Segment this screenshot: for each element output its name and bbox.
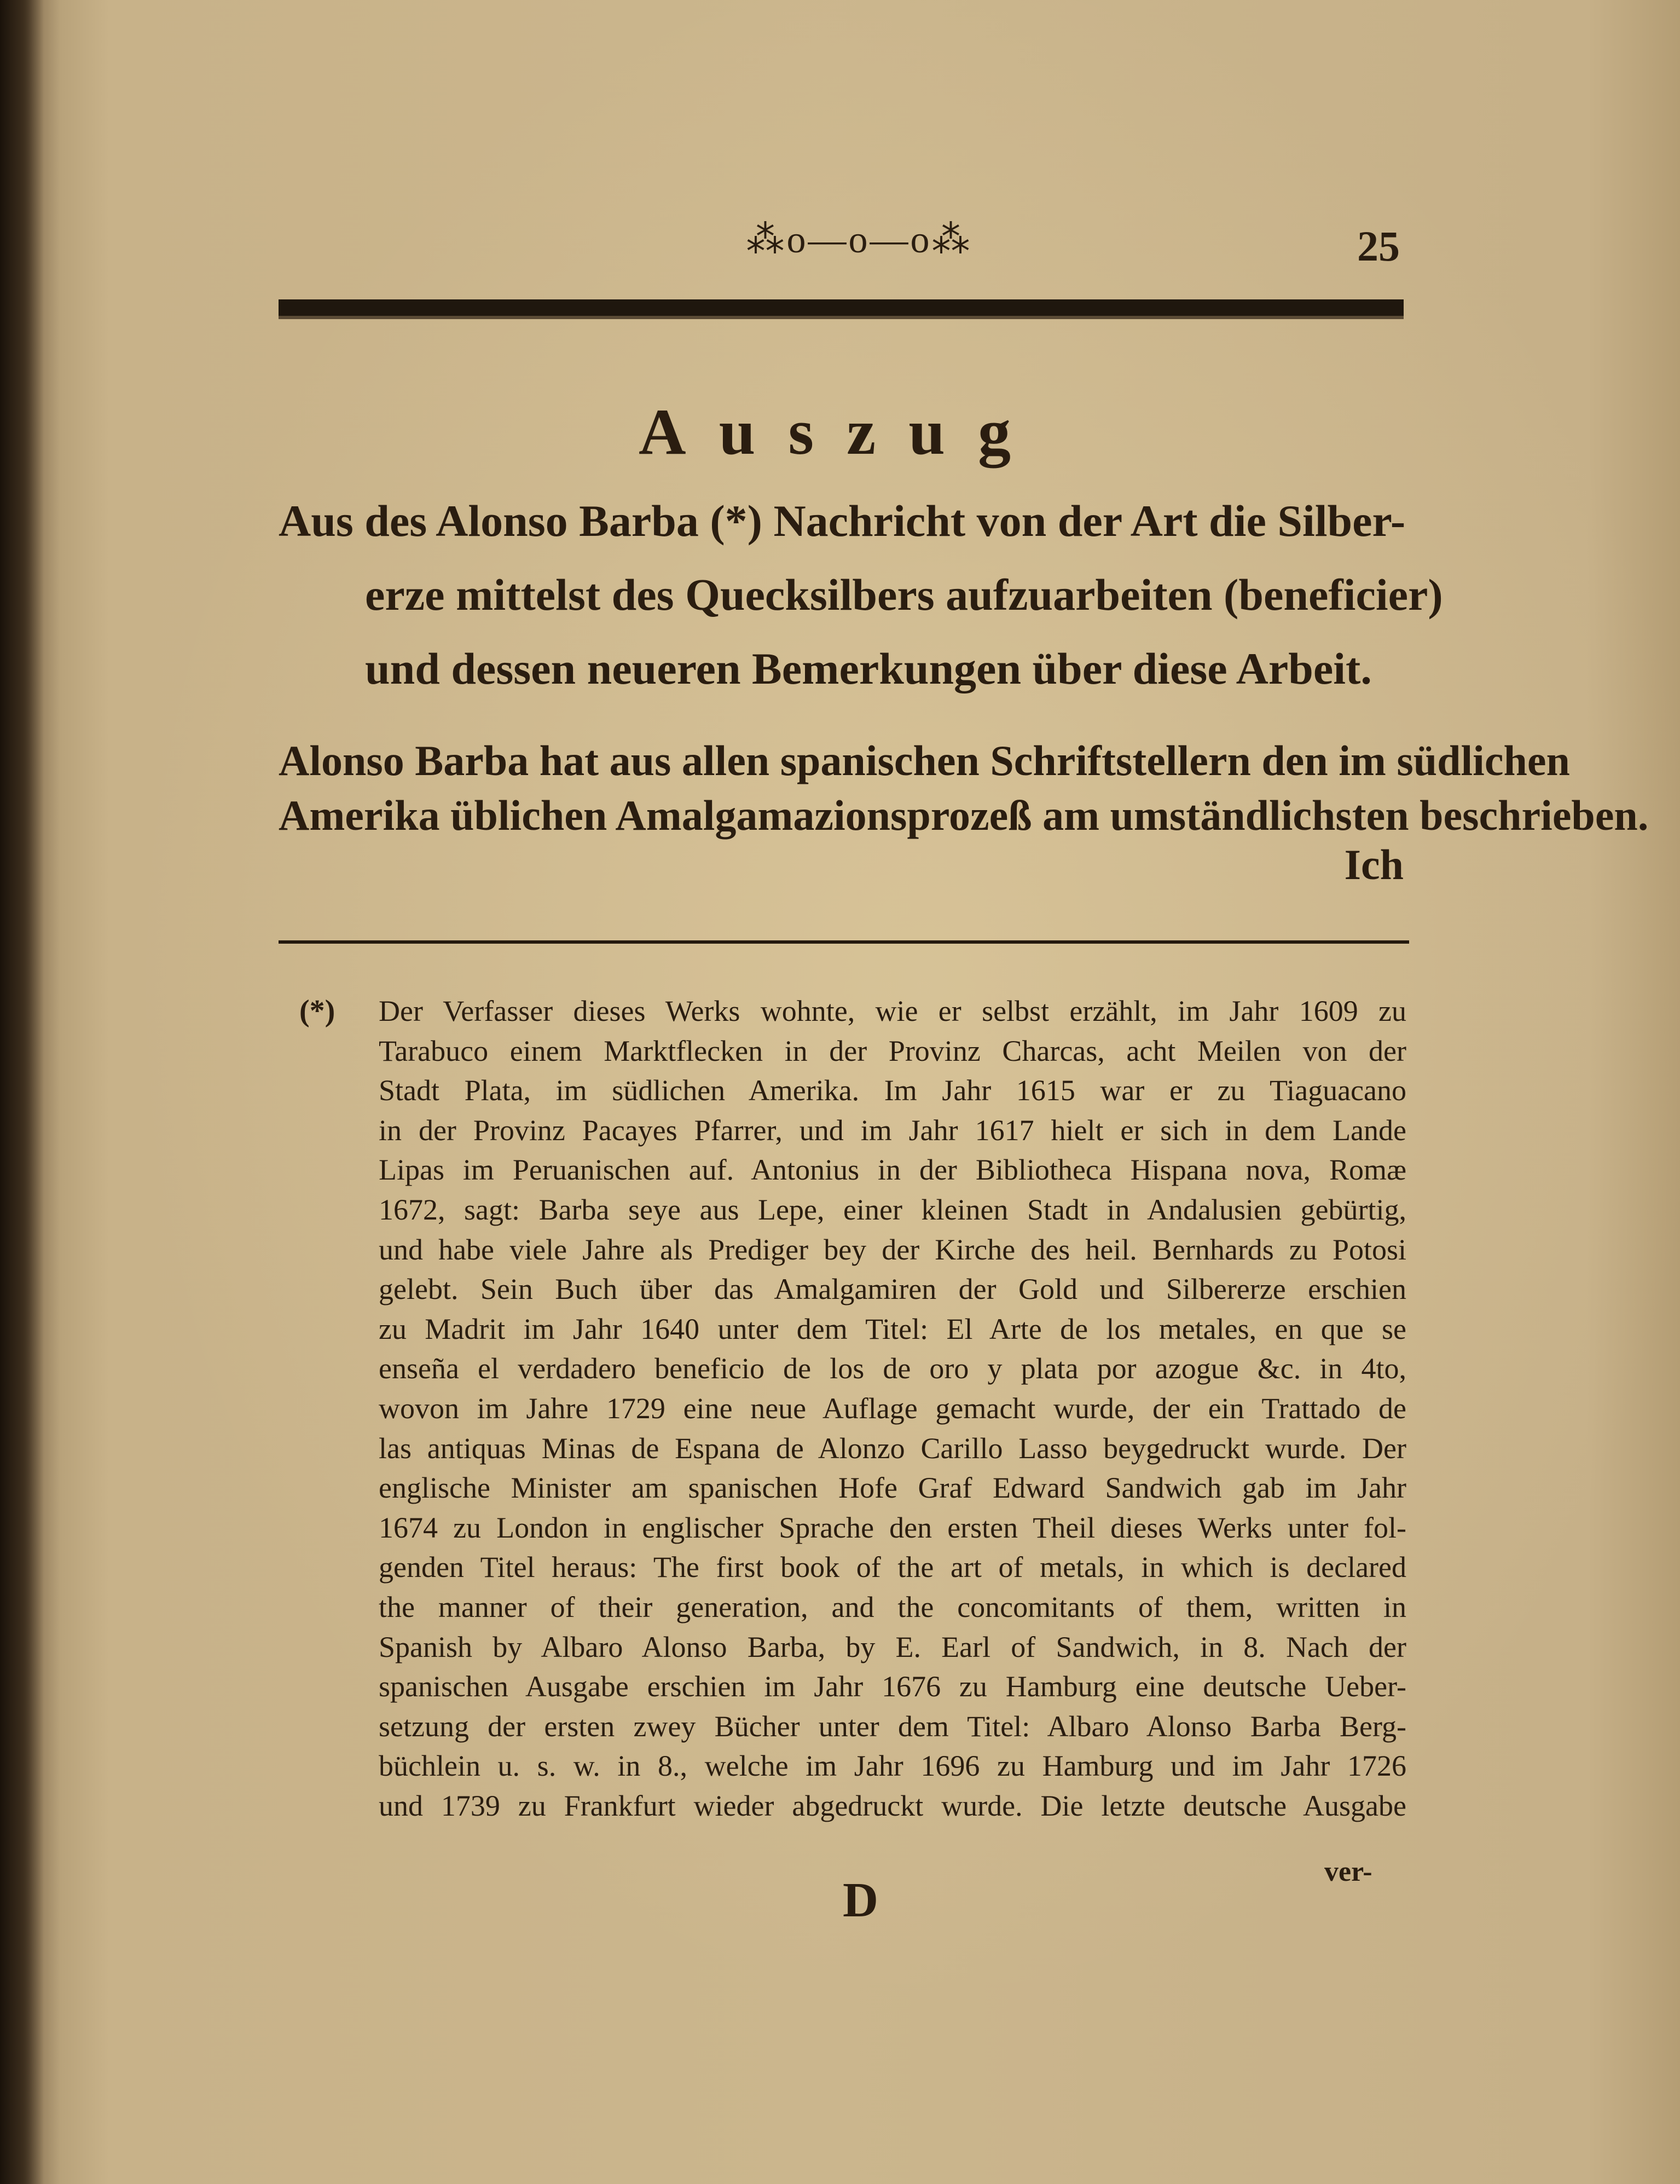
- signature-mark: D: [843, 1873, 878, 1927]
- subtitle-line: und dessen neueren Bemerkungen über diese Arbeit.: [365, 644, 1372, 694]
- footnote-line: genden Titel heraus: The first book of the art of metals, in which is declared: [379, 1551, 1406, 1584]
- footnote-line: Der Verfasser dieses Werks wohnte, wie er selbst erzählt, im Jahr 1609 zu: [379, 995, 1406, 1027]
- book-binding-edge: [0, 0, 44, 2184]
- subtitle-line: erze mittelst des Quecksilbers aufzuarbeiten (beneficier): [365, 570, 1443, 620]
- footnote-line: und habe viele Jahre als Prediger bey der Kirche des heil. Bernhards zu Potosi: [379, 1233, 1406, 1266]
- footnote-line: gelebt. Sein Buch über das Amalgamiren der Gold und Silbererze erschien: [379, 1273, 1406, 1306]
- footnote-line: the manner of their generation, and the concomitants of them, written in: [379, 1591, 1406, 1623]
- footnote-line: in der Provinz Pacayes Pfarrer, und im Jahr 1617 hielt er sich in dem Lande: [379, 1113, 1406, 1147]
- footnote-line: Lipas im Peruanischen auf. Antonius in der Bibliotheca Hispana nova, Romæ: [379, 1153, 1406, 1187]
- footnote-line: wovon im Jahre 1729 eine neue Auflage gemacht wurde, der ein Trattado de: [379, 1392, 1406, 1425]
- footnote-line: zu Madrit im Jahr 1640 unter dem Titel: El Arte de los metales, en que se: [379, 1312, 1406, 1345]
- footnote-line: spanischen Ausgabe erschien im Jahr 1676 zu Hamburg eine deutsche Ueber-: [379, 1670, 1406, 1703]
- footnote-line: setzung der ersten zwey Bücher unter dem Titel: Albaro Alonso Barba Berg-: [379, 1709, 1406, 1743]
- body-text-line: Amerika üblichen Amalgamazionsprozeß am umständlichsten beschrieben.: [279, 791, 1649, 839]
- header-ornament: ⁂o—o—o⁂: [746, 219, 972, 261]
- footnote-line: Stadt Plata, im südlichen Amerika. Im Jahr 1615 war er zu Tiaguacano: [379, 1074, 1406, 1107]
- subtitle-line: Aus des Alonso Barba (*) Nachricht von der Art die Silber-: [279, 496, 1406, 546]
- footnote-line: las antiquas Minas de Espana de Alonzo Carillo Lasso beygedruckt wurde. Der: [379, 1431, 1406, 1465]
- footnote-line: Tarabuco einem Marktflecken in der Provinz Charcas, acht Meilen von der: [379, 1034, 1406, 1067]
- footnote-line: 1672, sagt: Barba seye aus Lepe, einer kleinen Stadt in Andalusien gebürtig,: [379, 1193, 1406, 1226]
- footnote-line: enseña el verdadero beneficio de los de oro y plata por azogue &c. in 4to,: [379, 1352, 1406, 1385]
- catchword: Ich: [1344, 841, 1404, 888]
- footnote-line: Spanish by Albaro Alonso Barba, by E. Earl of Sandwich, in 8. Nach der: [379, 1630, 1406, 1663]
- footnote-line: büchlein u. s. w. in 8., welche im Jahr 1696 zu Hamburg und im Jahr 1726: [379, 1749, 1406, 1783]
- header-rule: [279, 299, 1404, 319]
- page-number: 25: [1357, 222, 1400, 270]
- footnote-line: 1674 zu London in englischer Sprache den ersten Theil dieses Werks unter fol-: [379, 1511, 1406, 1544]
- footnote-separator: [279, 940, 1409, 944]
- body-text-line: Alonso Barba hat aus allen spanischen Schriftstellern den im südlichen: [279, 737, 1570, 784]
- page-title: Auszug: [638, 395, 1044, 468]
- footnote-line: und 1739 zu Frankfurt wieder abgedruckt wurde. Die letzte deutsche Ausgabe: [379, 1789, 1406, 1822]
- footnote-mark: (*): [299, 994, 335, 1028]
- footnote-line: englische Minister am spanischen Hofe Graf Edward Sandwich gab im Jahr: [379, 1471, 1406, 1505]
- footnote-catchword: ver-: [1324, 1856, 1372, 1887]
